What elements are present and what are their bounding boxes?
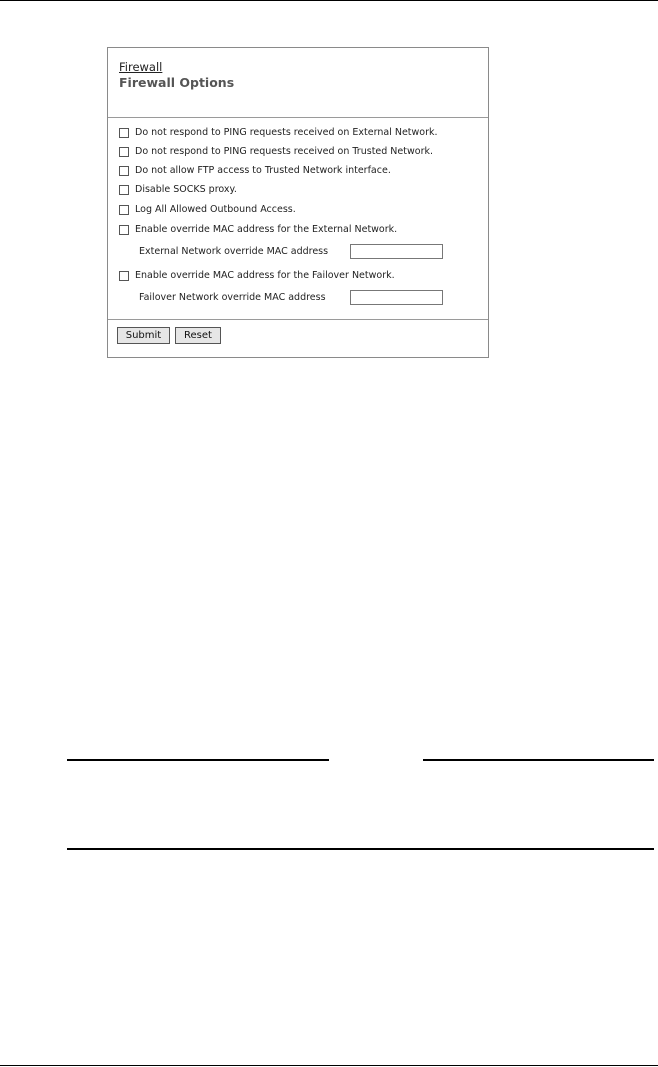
page-top-rule: [0, 0, 658, 1]
option-disable-socks[interactable]: [119, 184, 237, 195]
checkbox[interactable]: [119, 185, 129, 195]
firewall-options-panel: [107, 47, 489, 358]
footer-divider: [108, 319, 488, 320]
checkbox[interactable]: [119, 147, 129, 157]
failover-mac-input[interactable]: [350, 290, 443, 305]
external-mac-label: External Network override MAC address: [139, 246, 329, 257]
checkbox[interactable]: [119, 271, 129, 281]
option-log-outbound[interactable]: [119, 204, 296, 215]
page-title: Firewall Options: [119, 75, 235, 90]
failover-mac-label: Failover Network override MAC address: [139, 292, 326, 303]
page-bottom-rule: [0, 1065, 658, 1066]
header-divider: [108, 117, 488, 118]
option-label: Do not respond to PING requests received on Trusted Network.: [135, 146, 433, 157]
checkbox[interactable]: [119, 225, 129, 235]
rule-left: [67, 759, 329, 761]
option-override-mac-external[interactable]: [119, 224, 397, 235]
submit-button[interactable]: Submit: [117, 327, 170, 344]
option-label: Do not allow FTP access to Trusted Network interface.: [135, 165, 391, 176]
checkbox[interactable]: [119, 166, 129, 176]
option-no-ping-trusted[interactable]: [119, 146, 433, 157]
rule-full: [67, 848, 654, 850]
option-no-ftp-trusted[interactable]: [119, 165, 391, 176]
option-label: Enable override MAC address for the External Network.: [135, 224, 398, 235]
option-label: Log All Allowed Outbound Access.: [135, 204, 296, 215]
reset-button[interactable]: Reset: [175, 327, 221, 344]
option-label: Enable override MAC address for the Failover Network.: [135, 270, 395, 281]
external-mac-input[interactable]: [350, 244, 443, 259]
option-override-mac-failover[interactable]: [119, 270, 395, 281]
checkbox[interactable]: [119, 205, 129, 215]
rule-right: [423, 759, 654, 761]
option-no-ping-external[interactable]: [119, 127, 438, 138]
option-label: Do not respond to PING requests received on External Network.: [135, 127, 438, 138]
breadcrumb-firewall-link[interactable]: Firewall: [119, 60, 163, 74]
checkbox[interactable]: [119, 128, 129, 138]
option-label: Disable SOCKS proxy.: [135, 184, 237, 195]
